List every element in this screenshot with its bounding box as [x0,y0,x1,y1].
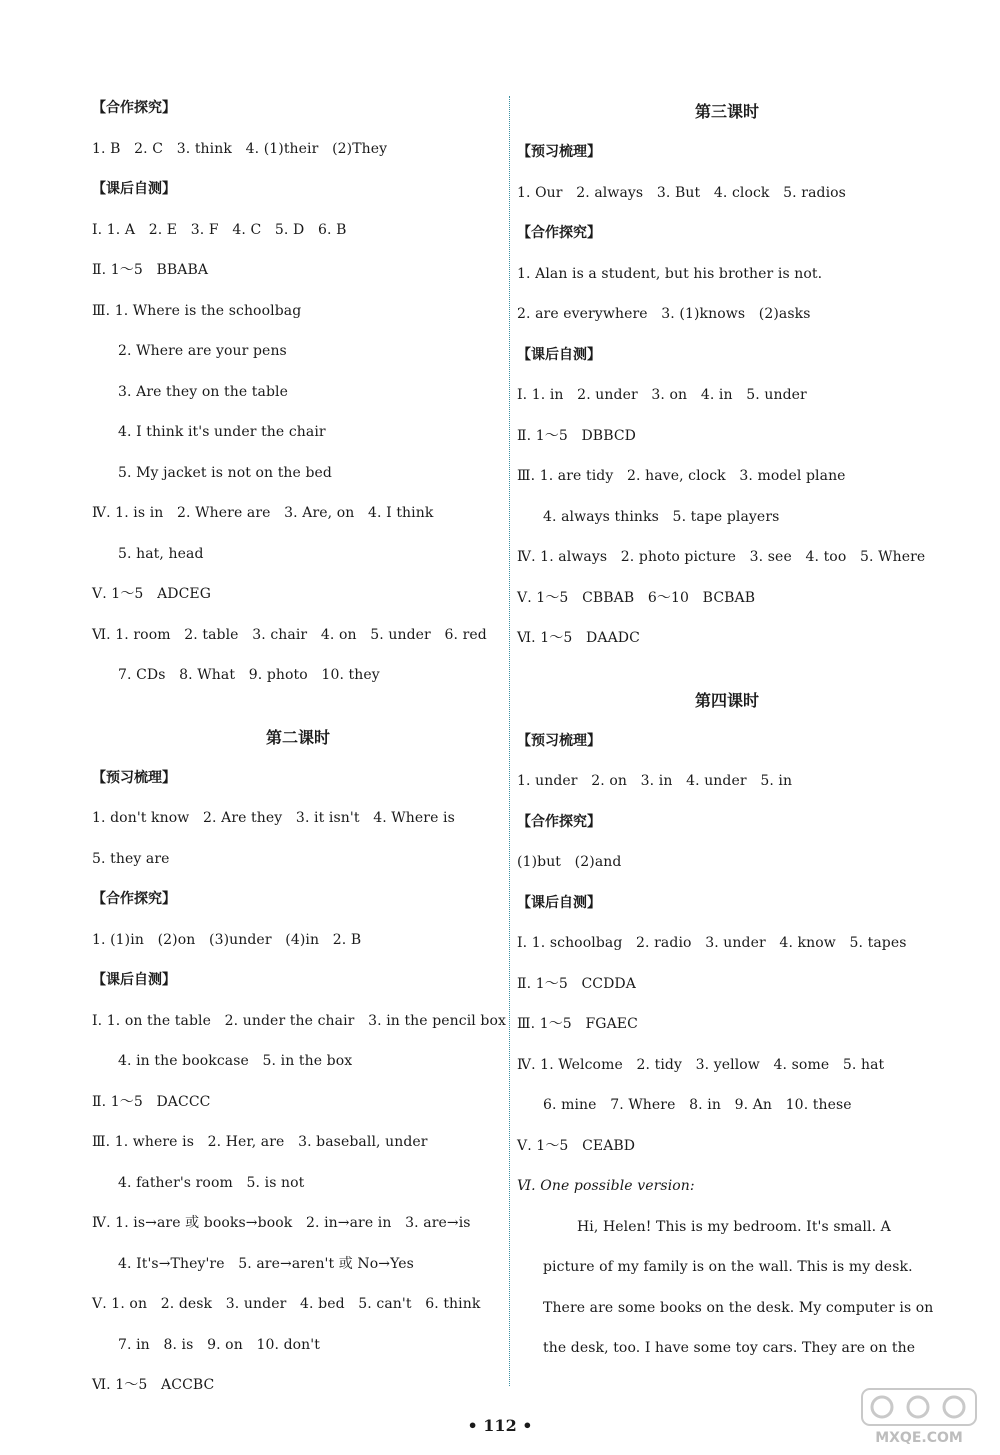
answer-line: 5. hat, head [118,545,204,562]
answer-line: Ⅴ. 1. on 2. desk 3. under 4. bed 5. can't 6. think [92,1296,481,1312]
answer-line: Ⅰ. 1. in 2. under 3. on 4. in 5. under [517,387,807,403]
answer-line: (1)but (2)and [517,854,622,870]
answer-line: Ⅵ. 1～5 DAADC [517,630,640,646]
section-heading: 【合作探究】 [517,225,601,241]
answer-line: 4. always thinks 5. tape players [543,508,780,525]
answer-line: Ⅵ. 1～5 ACCBC [92,1377,215,1393]
answer-line: Ⅳ. 1. is→are 或 books→book 2. in→are in 3. are→is [92,1215,471,1231]
lesson-title: 第四课时 [694,690,759,710]
section-heading: 【预习梳理】 [517,732,601,749]
section-heading: 【合作探究】 [92,100,176,116]
answer-line: 4. It's→They're 5. are→aren't 或 No→Yes [118,1255,414,1272]
section-heading: 【预习梳理】 [92,769,176,786]
essay-line: There are some books on the desk. My computer is on [543,1299,934,1316]
answer-line: Ⅰ. 1. A 2. E 3. F 4. C 5. D 6. B [92,221,347,238]
answer-line: Ⅱ. 1～5 DBBCD [517,427,636,444]
section-heading: 【课后自测】 [92,972,176,988]
left-column [92,88,507,1406]
answer-line: Ⅲ. 1～5 FGAEC [517,1016,638,1032]
answer-line: Ⅲ. 1. are tidy 2. have, clock 3. model plane [517,468,846,484]
answer-line: Ⅳ. 1. always 2. photo picture 3. see 4. too 5. Where [517,549,926,565]
answer-line: Ⅱ. 1～5 BBABA [92,262,209,278]
lesson-title: 第二课时 [265,727,330,747]
answer-line: 6. mine 7. Where 8. in 9. An 10. these [543,1097,852,1113]
answer-line: 1. don't know 2. Are they 3. it isn't 4. Where is [92,810,455,826]
answer-line: Ⅴ. 1～5 ADCEG [92,586,212,602]
answer-line: Ⅴ. 1～5 CEABD [517,1137,636,1154]
answer-line: 7. CDs 8. What 9. photo 10. they [118,667,380,683]
answer-line: Ⅰ. 1. on the table 2. under the chair 3. in the pencil box [92,1012,507,1029]
answer-line: Ⅳ. 1. Welcome 2. tidy 3. yellow 4. some 5. hat [517,1056,885,1073]
essay-line: the desk, too. I have some toy cars. They are on the [543,1340,916,1356]
section-heading: 【合作探究】 [517,813,601,830]
answer-line: Ⅳ. 1. is in 2. Where are 3. Are, on 4. I think [92,505,434,521]
answer-line: 2. Where are your pens [118,343,287,359]
spacer [517,659,937,677]
answer-line: 2. are everywhere 3. (1)knows (2)asks [517,306,811,322]
answer-line: Ⅴ. 1～5 CBBAB 6～10 BCBAB [517,589,756,606]
answer-line: Ⅵ. 1. room 2. table 3. chair 4. on 5. under 6. red [92,626,487,643]
section-heading: 【课后自测】 [92,181,176,197]
lesson-title: 第三课时 [694,102,759,121]
section-heading: 【预习梳理】 [517,144,601,160]
spacer [92,696,504,714]
answer-line: 4. father's room 5. is not [118,1174,305,1191]
answer-line: Ⅲ. 1. where is 2. Her, are 3. baseball, under [92,1134,428,1150]
watermark-logo [860,1385,978,1447]
answer-line: 3. Are they on the table [118,383,289,400]
section-heading: 【课后自测】 [517,894,601,911]
answer-line: 1. Alan is a student, but his brother is not. [517,265,823,282]
answer-line: 1. B 2. C 3. think 4. (1)their (2)They [92,140,388,157]
essay-line: picture of my family is on the wall. This is my desk. [543,1259,913,1275]
answer-line: 1. under 2. on 3. in 4. under 5. in [517,773,793,789]
watermark-text: MXQE.COM [875,1430,963,1446]
answer-line: 5. My jacket is not on the bed [118,464,332,481]
answer-line: Ⅲ. 1. Where is the schoolbag [92,302,302,319]
answer-line: Ⅰ. 1. schoolbag 2. radio 3. under 4. know 5. tapes [517,935,907,951]
answer-line: 4. in the bookcase 5. in the box [118,1053,353,1069]
essay-line: Hi, Helen! This is my bedroom. It's small. A [577,1218,891,1235]
answer-line: Ⅱ. 1～5 DACCC [92,1093,211,1110]
answer-line: 4. I think it's under the chair [118,424,326,440]
answer-line: 1. (1)in (2)on (3)under (4)in 2. B [92,931,362,948]
answer-line: Ⅵ. One possible version: [517,1178,695,1194]
answer-line: 5. they are [92,850,170,867]
section-heading: 【合作探究】 [92,891,176,907]
right-column [517,88,937,1369]
column-divider [509,96,510,1386]
answer-line: Ⅱ. 1～5 CCDDA [517,975,636,992]
answer-line: 1. Our 2. always 3. But 4. clock 5. radios [517,184,846,201]
section-heading: 【课后自测】 [517,346,601,363]
page-number: • 112 • [467,1416,533,1435]
answer-line: 7. in 8. is 9. on 10. don't [118,1336,320,1353]
